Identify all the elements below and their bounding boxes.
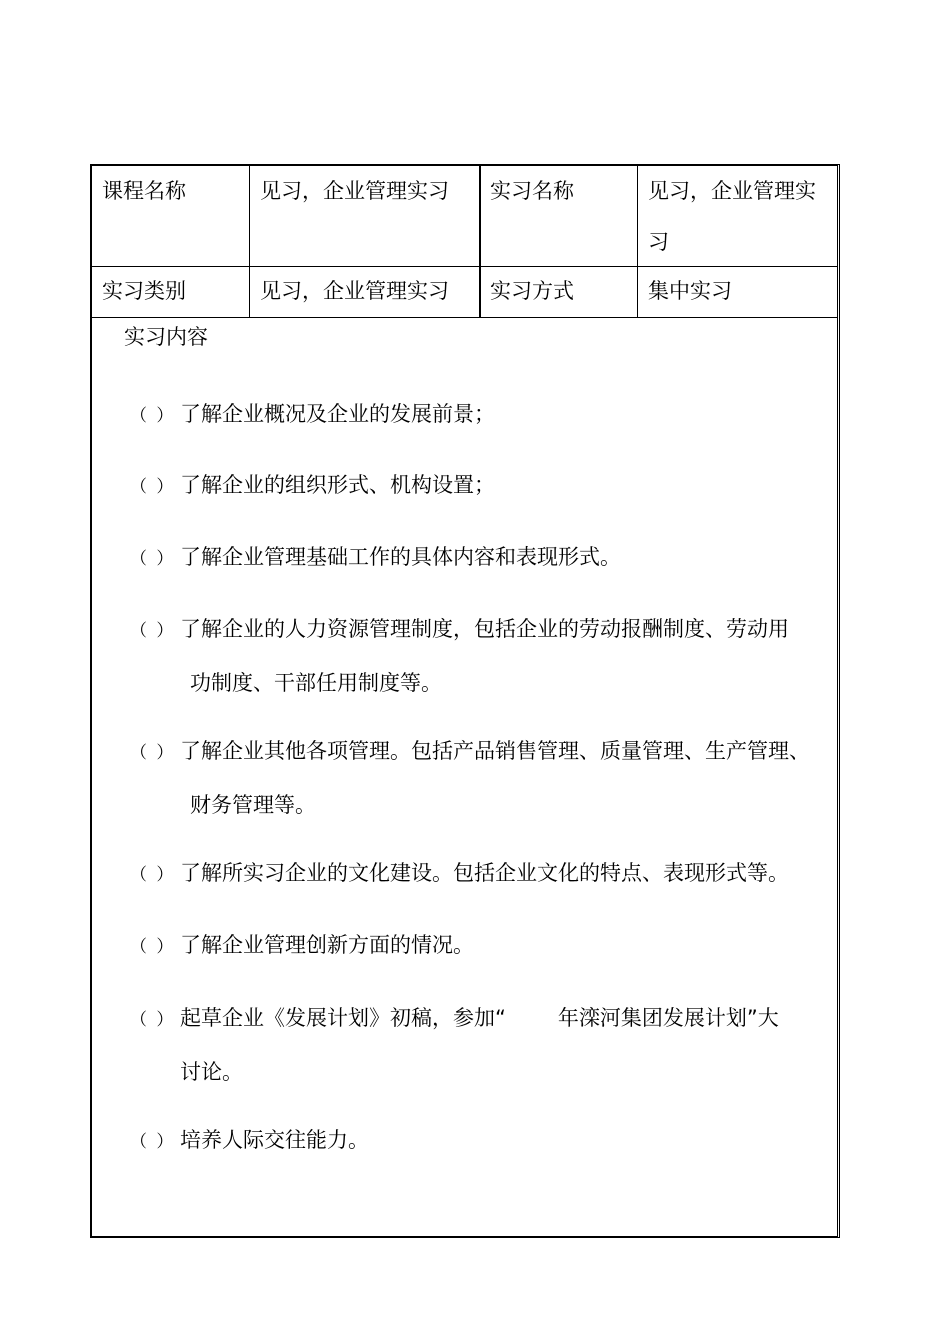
list-item	[130, 388, 831, 442]
checkbox-paren: （ ）	[130, 477, 176, 497]
practice-mode-value: 集中实习	[648, 279, 732, 303]
list-item-text: 了解企业的组织形式、机构设置；	[180, 473, 495, 497]
list-item	[130, 992, 831, 1098]
practice-mode-label: 实习方式	[490, 279, 574, 303]
checkbox-paren: （ ）	[130, 549, 176, 569]
column-divider	[479, 166, 481, 317]
list-item-text: 了解企业其他各项管理。包括产品销售管理、质量管理、生产管理、	[180, 739, 810, 763]
column-divider	[637, 166, 638, 317]
checkbox-paren: （ ）	[130, 1010, 176, 1030]
list-item	[130, 531, 831, 585]
course-name-value: 见习，企业管理实习	[260, 179, 449, 203]
checkbox-paren: （ ）	[130, 1132, 176, 1152]
checkbox-paren: （ ）	[130, 865, 176, 885]
practice-form-table	[90, 164, 840, 1238]
header-row-1	[92, 166, 837, 267]
list-item-text: 了解所实习企业的文化建设。包括企业文化的特点、表现形式等。	[180, 861, 789, 885]
list-item	[130, 1114, 831, 1168]
list-item-text: 培养人际交往能力。	[180, 1128, 369, 1152]
list-item-text: 了解企业的人力资源管理制度，包括企业的劳动报酬制度、劳动用	[180, 617, 789, 641]
checkbox-paren: （ ）	[130, 406, 176, 426]
column-divider	[249, 166, 250, 317]
checkbox-paren: （ ）	[130, 621, 176, 641]
checkbox-paren: （ ）	[130, 743, 176, 763]
list-item-text: 了解企业概况及企业的发展前景；	[180, 402, 495, 426]
list-item	[130, 603, 831, 709]
practice-name-value	[638, 160, 838, 266]
list-item	[130, 459, 831, 513]
list-item-text: 了解企业管理创新方面的情况。	[180, 933, 474, 957]
practice-name-value-line1: 见习，企业管理实	[648, 179, 816, 203]
content-title: 实习内容	[124, 325, 208, 349]
practice-category-label: 实习类别	[102, 279, 186, 303]
course-name-label: 课程名称	[102, 179, 186, 203]
list-item-text-cont: 功制度、干部任用制度等。	[190, 671, 442, 695]
practice-category-value: 见习，企业管理实习	[260, 279, 449, 303]
practice-name-value-line2: 习	[648, 230, 669, 254]
list-item-text: 了解企业管理基础工作的具体内容和表现形式。	[180, 545, 621, 569]
checkbox-paren: （ ）	[130, 937, 176, 957]
list-item	[130, 919, 831, 973]
list-item-text: 年滦河集团发展计划”大	[557, 1006, 779, 1030]
list-item	[130, 847, 831, 901]
list-item-text: 起草企业《发展计划》初稿，参加“	[180, 1006, 506, 1030]
header-row-2	[92, 266, 837, 318]
practice-name-label: 实习名称	[490, 179, 574, 203]
list-item	[130, 725, 831, 831]
list-item-text-cont: 财务管理等。	[190, 793, 316, 817]
list-item-text-cont: 讨论。	[180, 1060, 243, 1084]
practice-content-section	[92, 318, 837, 1236]
